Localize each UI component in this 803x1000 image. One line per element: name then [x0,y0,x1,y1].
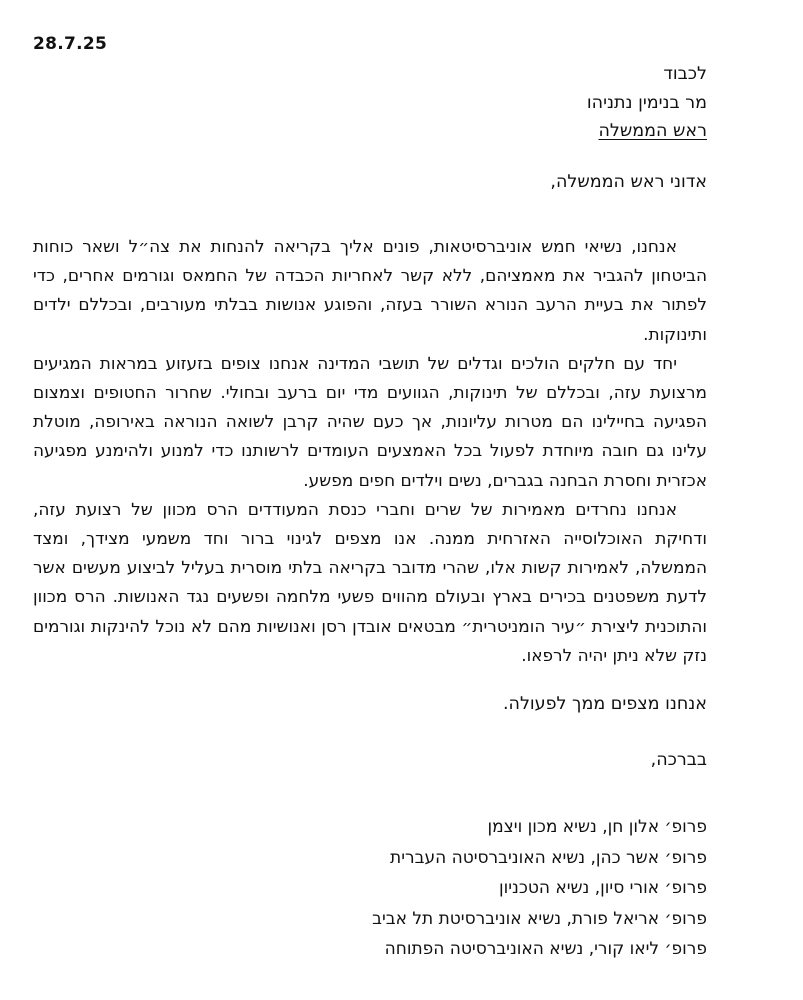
letter-date: 28.7.25 [33,34,108,54]
signatories-list [372,812,707,965]
recipient-title-text: ראש הממשלה [598,121,707,141]
signatory: פרופ׳ אריאל פורת, נשיא אוניברסיטת תל אביב [372,908,707,929]
body-paragraph-2: יחד עם חלקים הולכים וגדלים של תושבי המדינה אנחנו צופים בזעזוע במראות המגיעים מרצועת עזה, ובכללם של תינוקות, הגוועים מדי יום ברעב ובחולי. שחרור החטופים וצמצום הפגיעה בחיילינו הם מטרות עליונות, אך כעם שהיה קרבן לשואה הנוראה באירופה, מוטלת עלינו גם חובה מיוחדת לפעול בכל האמצעים העומדים לרשותנו כדי למנוע ולהימנע מפגיעה אכזרית וחסרת הבחנה בגברים, נשים וילדים חפים מפשע. [33,352,707,490]
salutation: אדוני ראש הממשלה, [550,172,707,192]
blessing: בברכה, [650,750,707,770]
signatory: פרופ׳ ליאו קורי, נשיא האוניברסיטה הפתוחה [384,939,707,959]
signatory: פרופ׳ אלון חן, נשיא מכון ויצמן [487,817,707,837]
signatory: פרופ׳ אשר כהן, נשיא האוניברסיטה העברית [390,847,707,868]
closing-line: אנחנו מצפים ממך לפעולה. [502,694,707,714]
letter-body [33,232,707,670]
recipient-line-1: לכבוד [663,64,707,84]
recipient-block [587,60,707,146]
recipient-title [587,117,707,146]
signatory: פרופ׳ אורי סיון, נשיא הטכניון [498,878,707,898]
body-paragraph-1: אנחנו, נשיאי חמש אוניברסיטאות, פונים אליך בקריאה להנחות את צה״ל ושאר כוחות הביטחון להגביר את מאמציהם, ללא קשר לאחריות הכבדה של החמאס וגורמים אחרים, כדי לפתור את בעיית הרעב הנורא השורר בעזה, והפוגע אנושות בבלתי מעורבים, ובכללם ילדים ותינוקות. [33,236,707,344]
body-paragraph-3: אנחנו נחרדים מאמירות של שרים וחברי כנסת המעודדים הרס מכוון של רצועת עזה, ודחיקת האוכלוסייה האזרחית ממנה. אנו מצפים לגינוי ברור וחד משמעי מצידך, ומצד הממשלה, לאמירות קשות אלו, שהרי מדובר בקריאה בלתי מוסרית בעליל לביצוע מעשים אשר לדעת משפטנים בכירים בארץ ובעולם מהווים פשעי מלחמה ופשעים נגד האנושות. הרס מכוון והתוכנית ליצירת ״עיר הומניטרית״ מבטאים אובדן רסן ואנושיות מהם לא נוכל להינקות וגורמים נזק שלא ניתן יהיה לרפאו. [33,498,707,665]
recipient-name: מר בנימין נתניהו [586,92,707,113]
